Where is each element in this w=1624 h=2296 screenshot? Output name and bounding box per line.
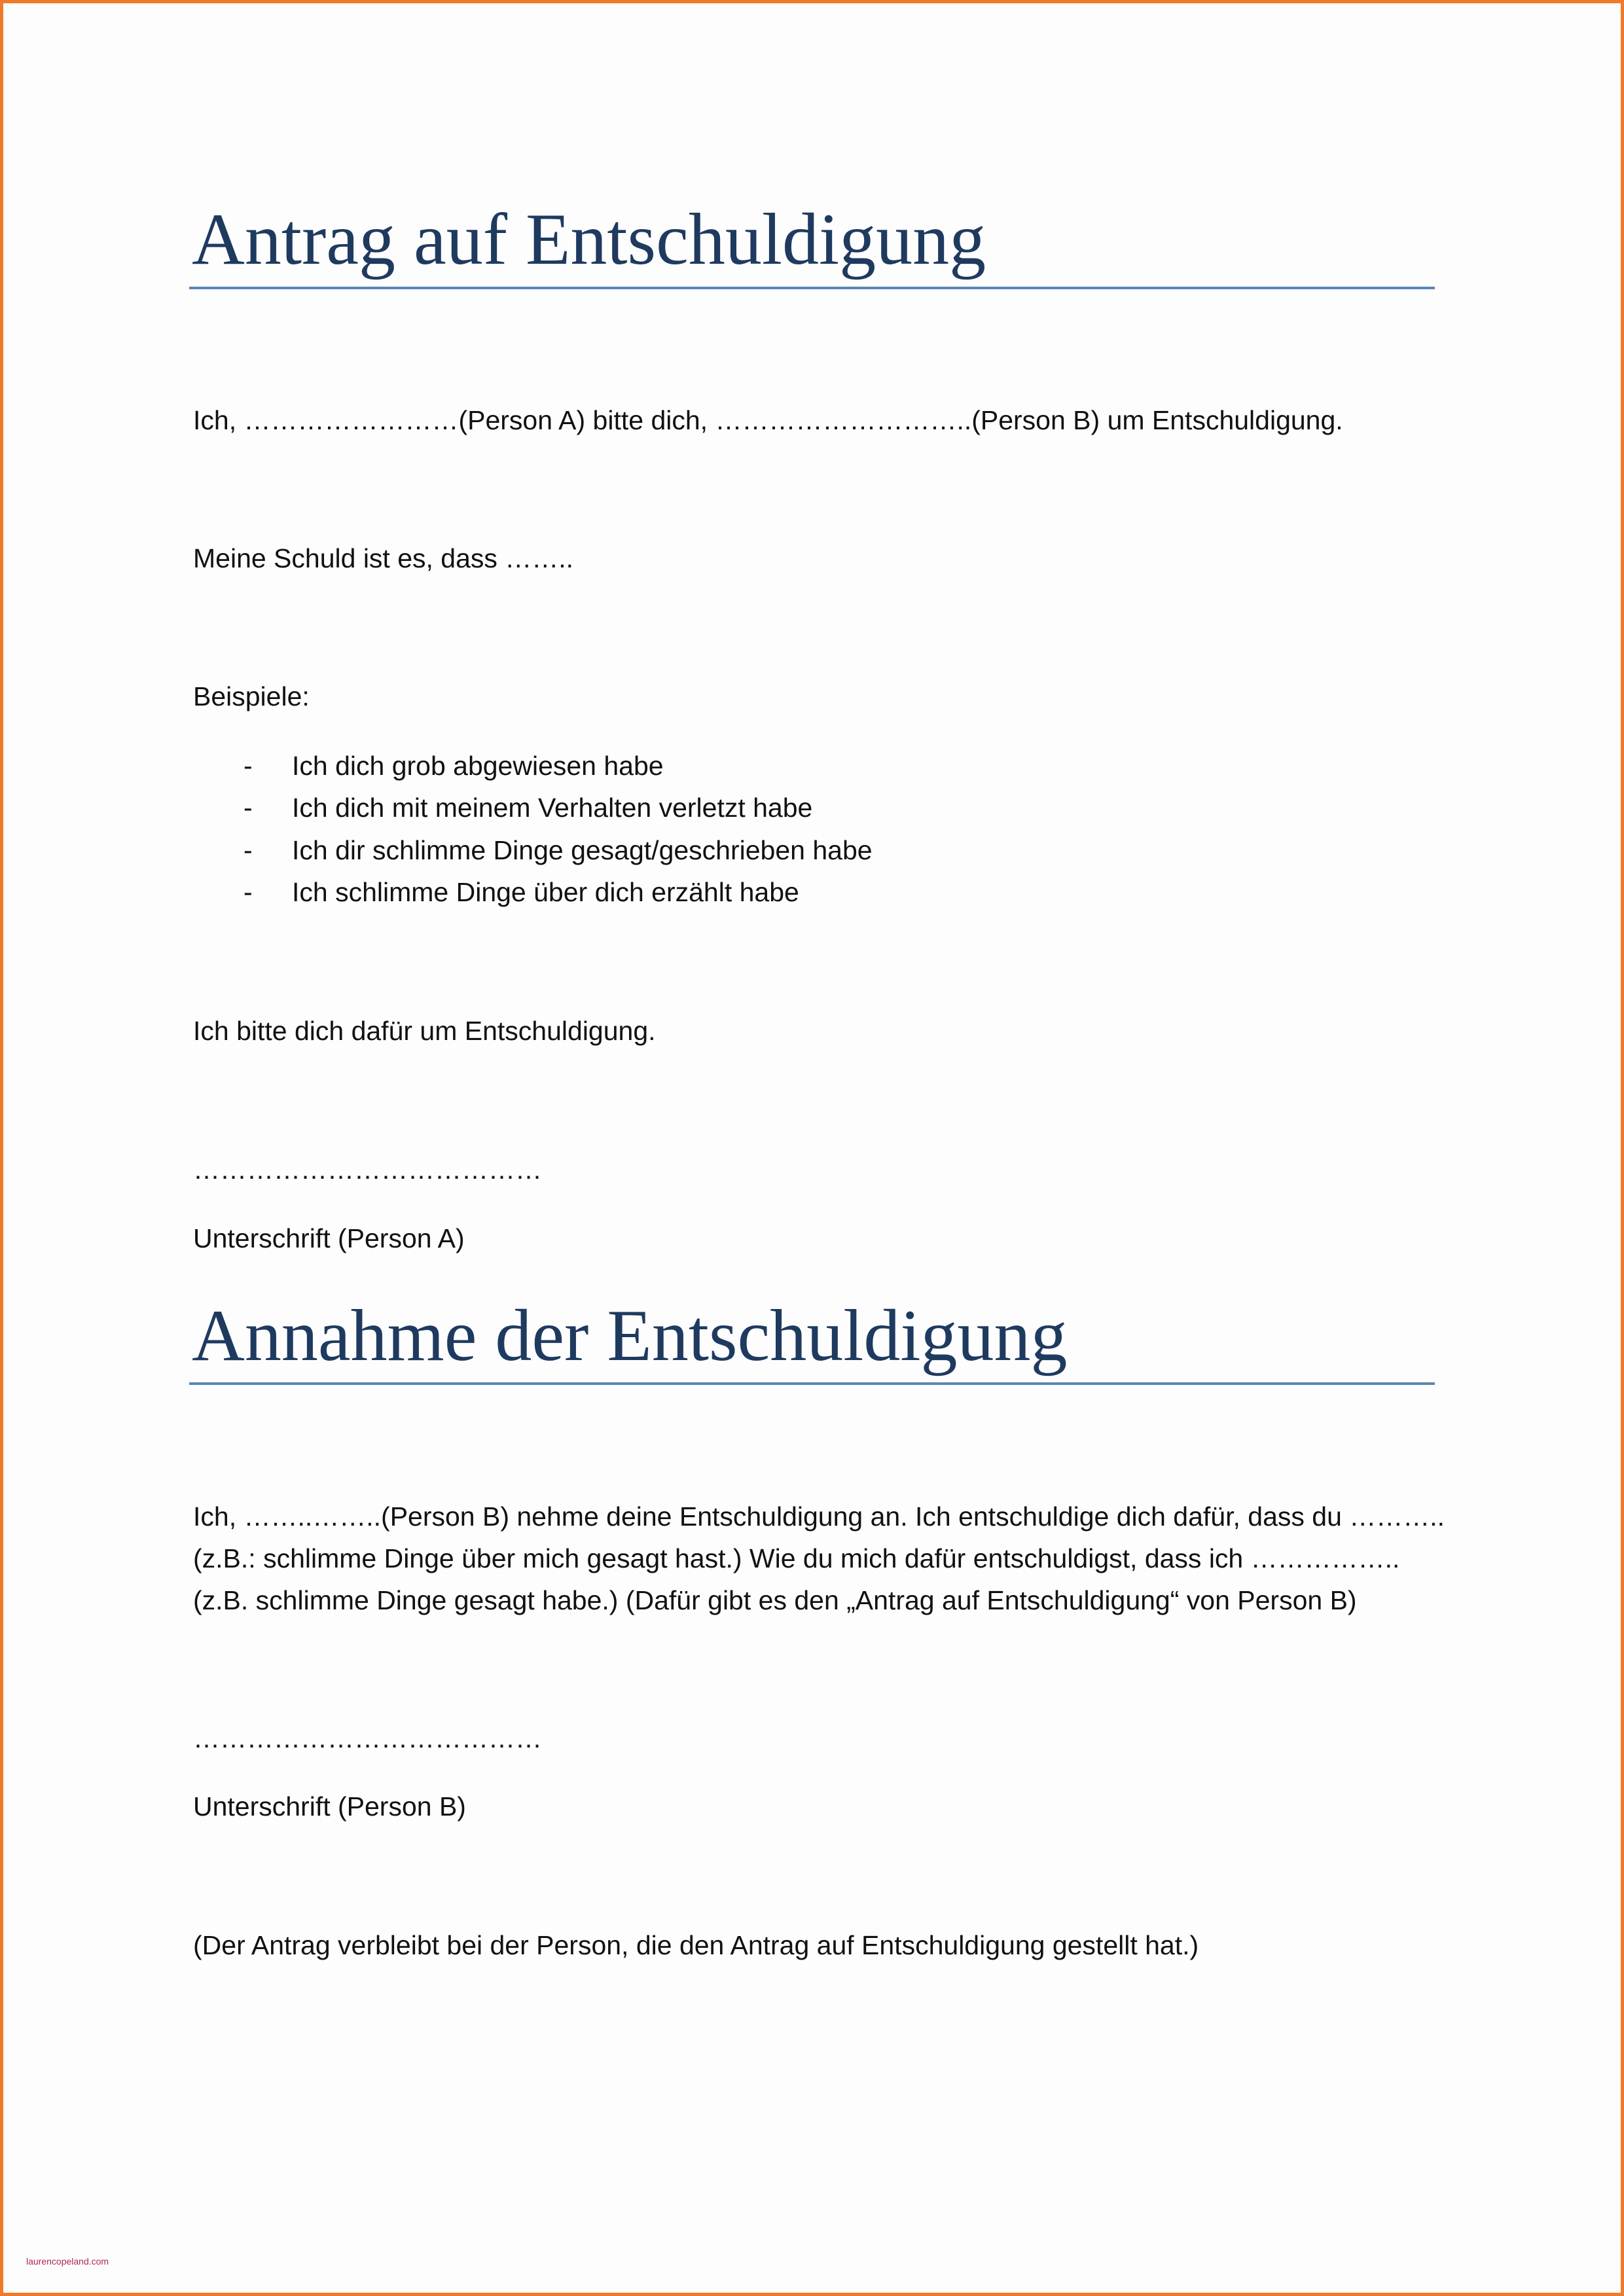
list-item: Ich schlimme Dinge über dich erzählt habe — [292, 877, 799, 907]
signature-line-a: ………………………………… — [193, 1155, 542, 1185]
guilt-line: Meine Schuld ist es, dass …….. — [193, 543, 574, 573]
watermark: laurencopeland.com — [26, 2256, 109, 2267]
acceptance-line: Ich, ……..……..(Person B) nehme deine Entschuldigung an. Ich entschuldige dich dafür, dass du ……….. — [193, 1501, 1445, 1532]
title-antrag: Antrag auf Entschuldigung — [192, 199, 986, 280]
list-bullet: - — [244, 835, 253, 865]
list-item: Ich dir schlimme Dinge gesagt/geschrieben habe — [292, 835, 873, 865]
signature-label-a: Unterschrift (Person A) — [193, 1223, 465, 1253]
list-bullet: - — [244, 793, 253, 823]
acceptance-line: (z.B. schlimme Dinge gesagt habe.) (Dafür gibt es den „Antrag auf Entschuldigung“ von Person B) — [193, 1585, 1357, 1615]
list-item: Ich dich grob abgewiesen habe — [292, 751, 664, 781]
closing-note: (Der Antrag verbleibt bei der Person, die den Antrag auf Entschuldigung gestellt hat.) — [193, 1930, 1199, 1960]
list-item: Ich dich mit meinem Verhalten verletzt habe — [292, 793, 813, 823]
examples-label: Beispiele: — [193, 681, 310, 711]
list-bullet: - — [244, 877, 253, 907]
list-bullet: - — [244, 751, 253, 781]
closing-line: Ich bitte dich dafür um Entschuldigung. — [193, 1016, 656, 1046]
signature-label-b: Unterschrift (Person B) — [193, 1791, 466, 1821]
acceptance-line: (z.B.: schlimme Dinge über mich gesagt hast.) Wie du mich dafür entschuldigst, dass ich …………….. — [193, 1543, 1400, 1573]
signature-line-b: ………………………………… — [193, 1723, 542, 1753]
request-line: Ich, ……………………(Person A) bitte dich, ………………………..(Person B) um Entschuldigung. — [193, 405, 1343, 435]
title-underline-1 — [189, 287, 1435, 289]
title-annahme: Annahme der Entschuldigung — [192, 1295, 1068, 1376]
title-underline-2 — [189, 1382, 1435, 1385]
